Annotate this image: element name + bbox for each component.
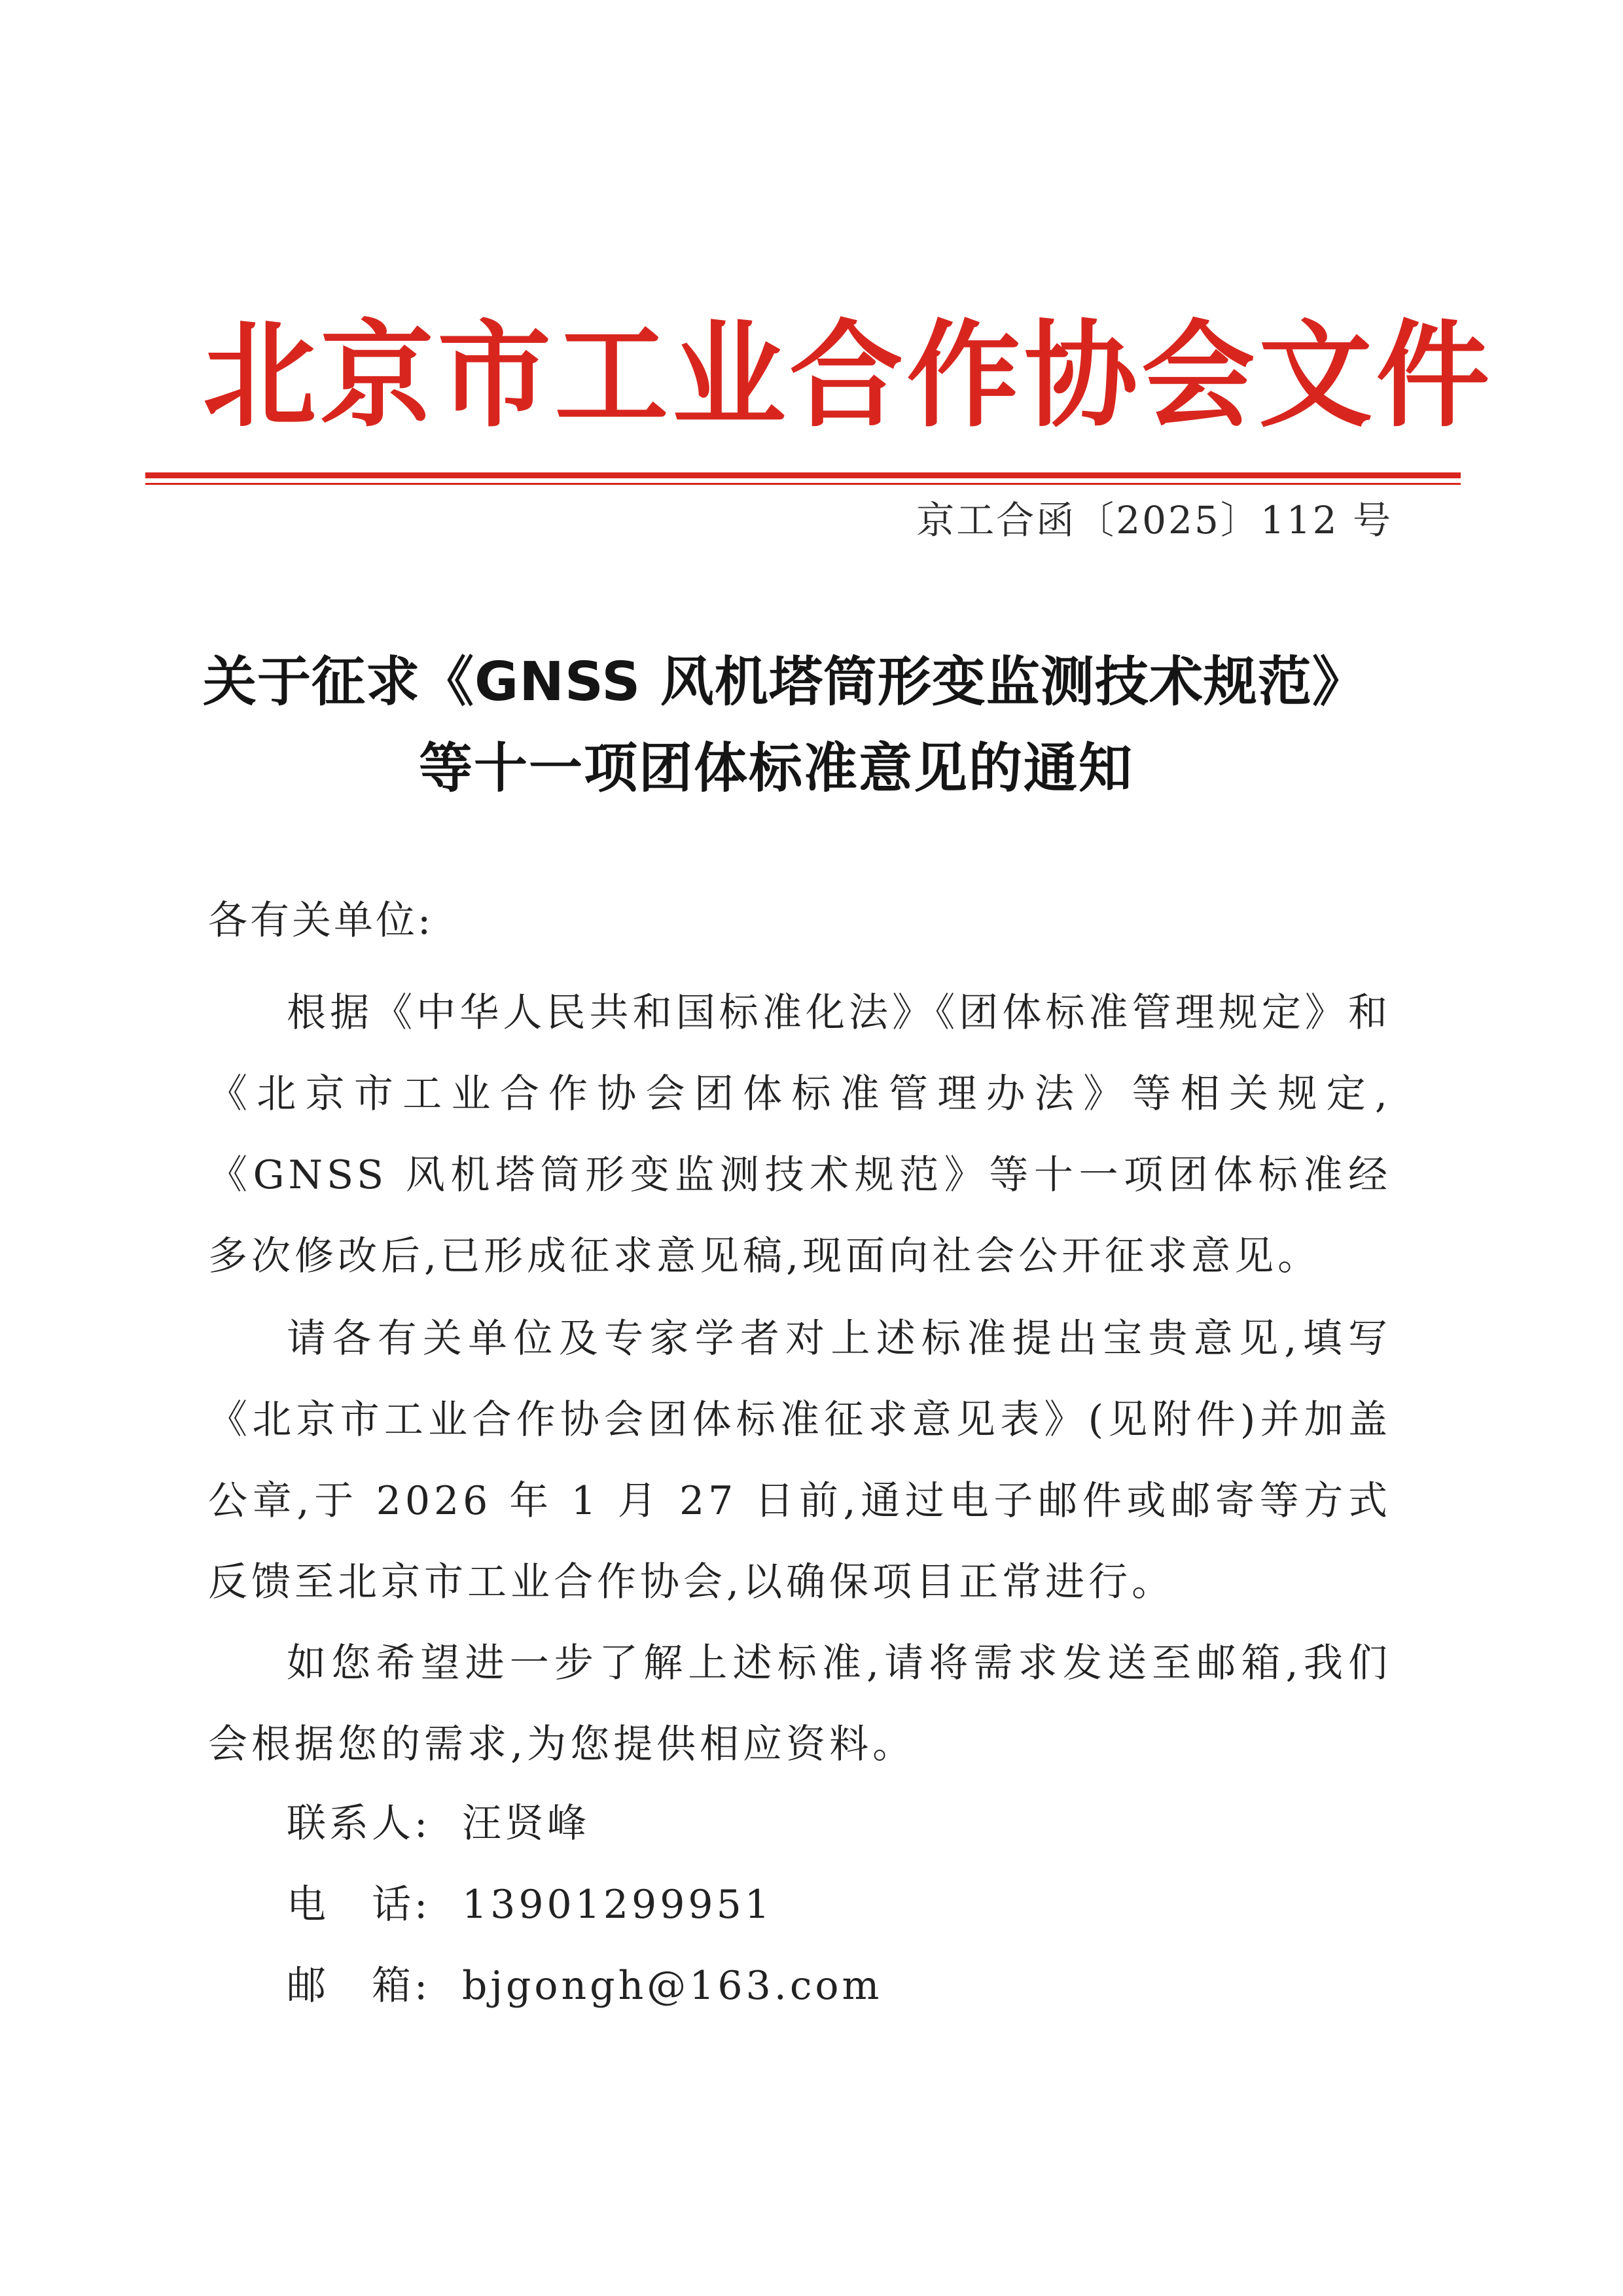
notice-title-line-2: 等十一项团体标准意见的通知 [419,737,1134,800]
notice-title-line-1: 关于征求《GNSS 风机塔筒形变监测技术规范》 [203,651,1366,713]
body-paragraph: 请各有关单位及专家学者对上述标准提出宝贵意见,填写《北京市工业合作协会团体标准征求意见表》(见附件)并加盖公章,于 2026 年 1 月 27 日前,通过电子邮件或邮寄等方式反馈至北京市工业合作协会,以确保项目正常进行。 [208,1316,1391,1605]
contact-phone-label: 电 话: [287,1882,431,1928]
contact-phone-value: 13901299951 [462,1882,773,1928]
contact-person-line [287,1794,590,1853]
contact-person-value: 汪贤峰 [462,1801,590,1846]
body-paragraph: 如您希望进一步了解上述标准,请将需求发送至邮箱,我们会根据您的需求,为您提供相应资料。 [208,1640,1391,1767]
contact-email-label: 邮 箱: [287,1963,431,2009]
masthead-red-rule-thin [145,483,1461,485]
body-paragraph: 根据《中华人民共和国标准化法》《团体标准管理规定》和《北京市工业合作协会团体标准管理办法》等相关规定,《GNSS 风机塔筒形变监测技术规范》等十一项团体标准经多次修改后,已形成征求意见稿,现面向社会公开征求意见。 [208,990,1391,1279]
contact-person-label: 联系人: [287,1801,431,1846]
masthead-red-rule [145,472,1461,478]
contact-email-line [287,1956,882,2015]
salutation: 各有关单位: [208,898,434,944]
document-number: 京工合函〔2025〕112 号 [916,498,1393,542]
contact-phone-line [287,1875,773,1934]
contact-email-value: bjgongh@163.com [462,1963,883,2009]
masthead-title: 北京市工业合作协会文件 [203,309,1493,443]
